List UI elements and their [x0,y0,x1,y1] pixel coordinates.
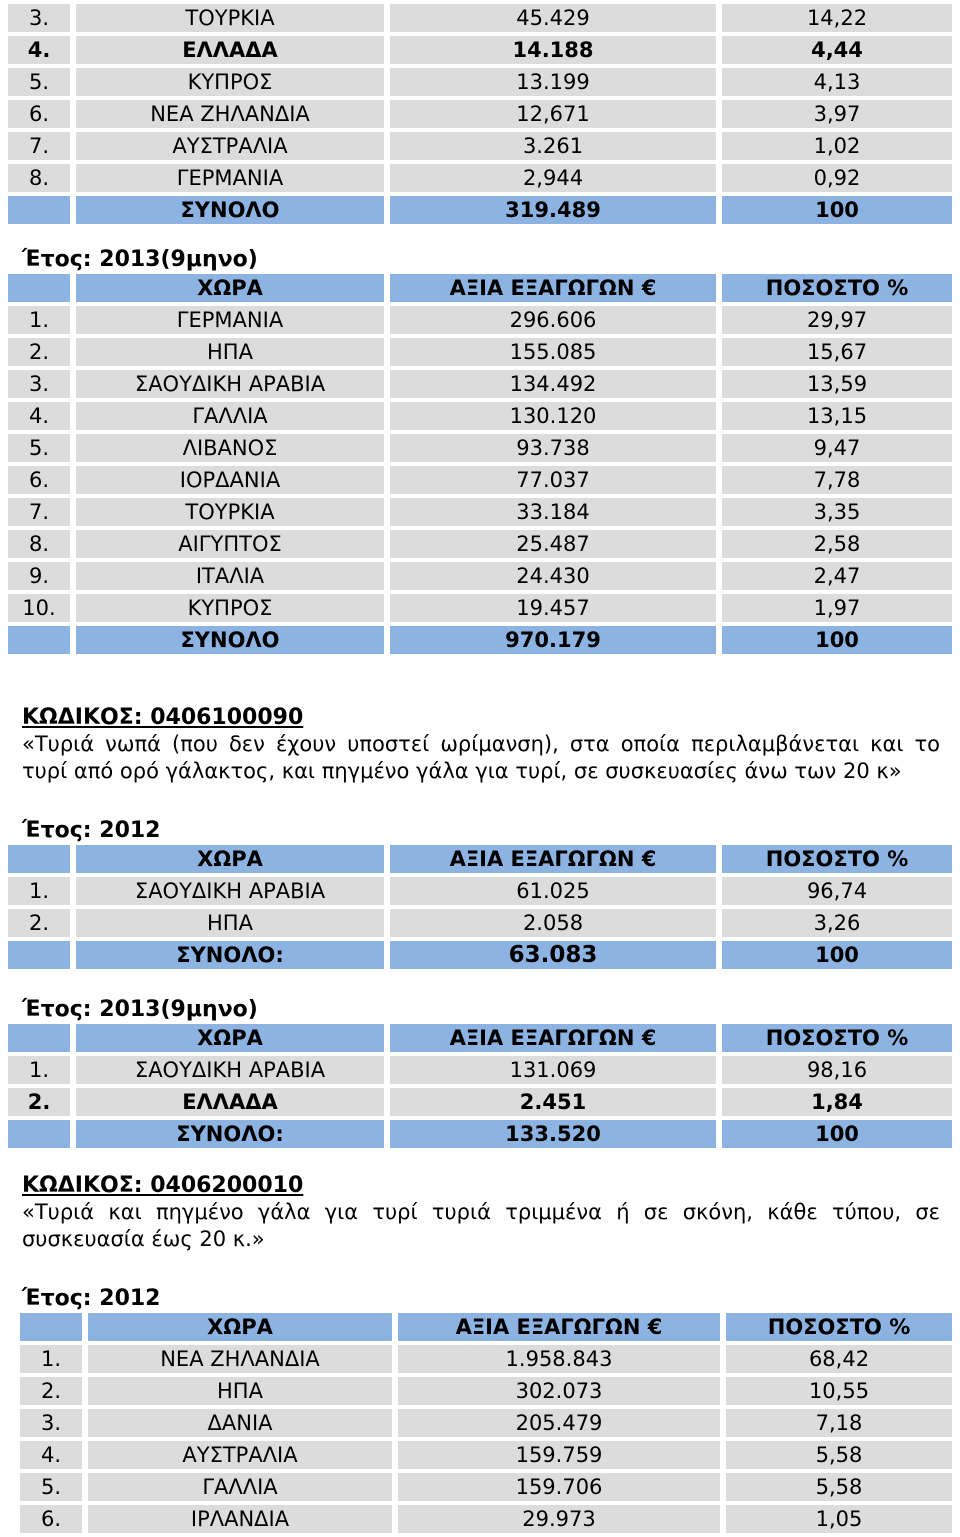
table-row [8,4,952,32]
total-row [8,941,952,969]
country-cell: ΙΤΑΛΙΑ [76,562,384,590]
percent-cell: 9,47 [722,434,952,462]
rank-cell: 4. [8,36,70,64]
rank-cell: 3. [20,1409,82,1437]
rank-cell: 9. [8,562,70,590]
rank-cell: 2. [8,909,70,937]
country-cell: ΣΑΟΥΔΙΚΗ ΑΡΑΒΙΑ [76,1056,384,1084]
rank-cell: 10. [8,594,70,622]
product-description: «Τυριά νωπά (που δεν έχουν υποστεί ωρίμανση), στα οποία περιλαμβάνεται και το τυρί από ορό γάλακτος, και πηγμένο γάλα για τυρί, σε συσκευασίες άνω των 20 κ» [22,732,940,783]
header-row [8,845,952,873]
percent-cell: 98,16 [722,1056,952,1084]
percent-cell: 3,26 [722,909,952,937]
value-cell: 24.430 [390,562,716,590]
value-cell: 155.085 [390,338,716,366]
percent-cell: 0,92 [722,164,952,192]
total-label: ΣΥΝΟΛΟ [76,626,384,654]
table-row [8,530,952,558]
total-row [8,196,952,224]
empty-cell [8,845,70,873]
table-row [8,498,952,526]
value-cell: 3.261 [390,132,716,160]
table-row [8,338,952,366]
value-cell: 29.973 [398,1505,720,1533]
percent-cell: 3,97 [722,100,952,128]
country-cell: ΙΡΛΑΝΔΙΑ [88,1505,392,1533]
country-cell: ΣΑΟΥΔΙΚΗ ΑΡΑΒΙΑ [76,370,384,398]
country-cell: ΓΑΛΛΙΑ [76,402,384,430]
percent-cell: 14,22 [722,4,952,32]
header-value: ΑΞΙΑ ΕΞΑΓΩΓΩΝ € [390,274,716,302]
header-country: ΧΩΡΑ [88,1313,392,1341]
table-row [8,1056,952,1084]
rank-cell: 3. [8,4,70,32]
value-cell: 130.120 [390,402,716,430]
header-value: ΑΞΙΑ ΕΞΑΓΩΓΩΝ € [390,1024,716,1052]
total-percent: 100 [722,1120,952,1148]
value-cell: 45.429 [390,4,716,32]
country-cell: ΙΟΡΔΑΝΙΑ [76,466,384,494]
empty-cell [8,1120,70,1148]
rank-cell: 3. [8,370,70,398]
value-cell: 2,944 [390,164,716,192]
total-label: ΣΥΝΟΛΟ: [76,1120,384,1148]
rank-cell: 6. [8,466,70,494]
rank-cell: 4. [8,402,70,430]
percent-cell: 3,35 [722,498,952,526]
rank-cell: 2. [20,1377,82,1405]
percent-cell: 2,58 [722,530,952,558]
country-cell: ΑΥΣΤΡΑΛΙΑ [88,1441,392,1469]
country-cell: ΗΠΑ [76,338,384,366]
value-cell: 93.738 [390,434,716,462]
table-row-highlight [8,1088,952,1116]
country-cell: ΝΕΑ ΖΗΛΑΝΔΙΑ [76,100,384,128]
percent-cell: 13,59 [722,370,952,398]
percent-cell: 1,02 [722,132,952,160]
percent-cell: 1,05 [726,1505,952,1533]
rank-cell: 1. [20,1345,82,1373]
table-row [20,1409,952,1437]
year-heading: Έτος: 2012 [22,818,161,843]
value-cell: 296.606 [390,306,716,334]
empty-cell [20,1313,82,1341]
table-row [8,164,952,192]
header-row [8,274,952,302]
percent-cell: 1,97 [722,594,952,622]
country-cell: ΝΕΑ ΖΗΛΑΝΔΙΑ [88,1345,392,1373]
value-cell: 19.457 [390,594,716,622]
rank-cell: 5. [8,68,70,96]
year-heading: Έτος: 2012 [22,1286,161,1311]
total-percent: 100 [722,626,952,654]
value-cell: 77.037 [390,466,716,494]
country-cell: ΕΛΛΑΔΑ [76,1088,384,1116]
percent-cell: 10,55 [726,1377,952,1405]
empty-cell [8,196,70,224]
table-row [8,909,952,937]
empty-cell [8,941,70,969]
table-code1-2013 [2,1020,958,1152]
total-percent: 100 [722,196,952,224]
rank-cell: 5. [20,1473,82,1501]
total-value: 63.083 [390,941,716,969]
value-cell: 131.069 [390,1056,716,1084]
value-cell: 12,671 [390,100,716,128]
value-cell: 33.184 [390,498,716,526]
rank-cell: 4. [20,1441,82,1469]
rank-cell: 6. [20,1505,82,1533]
percent-cell: 5,58 [726,1441,952,1469]
value-cell: 159.706 [398,1473,720,1501]
value-cell: 159.759 [398,1441,720,1469]
rank-cell: 1. [8,306,70,334]
rank-cell: 1. [8,1056,70,1084]
value-cell: 14.188 [390,36,716,64]
empty-cell [8,274,70,302]
header-country: ΧΩΡΑ [76,1024,384,1052]
value-cell: 302.073 [398,1377,720,1405]
table-row [20,1345,952,1373]
value-cell: 13.199 [390,68,716,96]
year-heading: Έτος: 2013(9μηνο) [22,247,258,272]
country-cell: ΓΕΡΜΑΝΙΑ [76,306,384,334]
table-row [8,132,952,160]
rank-cell: 7. [8,132,70,160]
header-country: ΧΩΡΑ [76,845,384,873]
header-value: ΑΞΙΑ ΕΞΑΓΩΓΩΝ € [390,845,716,873]
table-row [20,1441,952,1469]
percent-cell: 5,58 [726,1473,952,1501]
percent-cell: 13,15 [722,402,952,430]
total-value: 319.489 [390,196,716,224]
rank-cell: 2. [8,338,70,366]
percent-cell: 4,13 [722,68,952,96]
product-code-heading: ΚΩΔΙΚΟΣ: 0406100090 [22,705,304,730]
table-row [8,68,952,96]
total-value: 133.520 [390,1120,716,1148]
table-row [8,306,952,334]
table-row [8,466,952,494]
country-cell: ΗΠΑ [76,909,384,937]
table-row [8,370,952,398]
percent-cell: 29,97 [722,306,952,334]
table-row [8,402,952,430]
header-percent: ΠΟΣΟΣΤΟ % [726,1313,952,1341]
empty-cell [8,626,70,654]
value-cell: 2.451 [390,1088,716,1116]
year-heading: Έτος: 2013(9μηνο) [22,997,258,1022]
product-description: «Τυριά και πηγμένο γάλα για τυρί τυριά τριμμένα ή σε σκόνη, κάθε τύπου, σε συσκευασία έως 20 κ.» [22,1200,940,1251]
rank-cell: 2. [8,1088,70,1116]
header-percent: ΠΟΣΟΣΤΟ % [722,845,952,873]
percent-cell: 68,42 [726,1345,952,1373]
header-row [20,1313,952,1341]
country-cell: ΓΕΡΜΑΝΙΑ [76,164,384,192]
value-cell: 1.958.843 [398,1345,720,1373]
country-cell: ΔΑΝΙΑ [88,1409,392,1437]
value-cell: 205.479 [398,1409,720,1437]
table-row [20,1377,952,1405]
value-cell: 2.058 [390,909,716,937]
percent-cell: 96,74 [722,877,952,905]
header-percent: ΠΟΣΟΣΤΟ % [722,274,952,302]
percent-cell: 2,47 [722,562,952,590]
percent-cell: 7,18 [726,1409,952,1437]
total-value: 970.179 [390,626,716,654]
country-cell: ΗΠΑ [88,1377,392,1405]
header-country: ΧΩΡΑ [76,274,384,302]
country-cell: ΑΥΣΤΡΑΛΙΑ [76,132,384,160]
empty-cell [8,1024,70,1052]
product-code-heading: ΚΩΔΙΚΟΣ: 0406200010 [22,1173,304,1198]
table-2013 [2,270,958,658]
rank-cell: 1. [8,877,70,905]
country-cell: ΕΛΛΑΔΑ [76,36,384,64]
country-cell: ΑΙΓΥΠΤΟΣ [76,530,384,558]
header-value: ΑΞΙΑ ΕΞΑΓΩΓΩΝ € [398,1313,720,1341]
total-label: ΣΥΝΟΛΟ: [76,941,384,969]
percent-cell: 15,67 [722,338,952,366]
rank-cell: 8. [8,164,70,192]
total-row [8,1120,952,1148]
table-row [20,1505,952,1533]
country-cell: ΚΥΠΡΟΣ [76,68,384,96]
percent-cell: 1,84 [722,1088,952,1116]
table-row [8,594,952,622]
table-row [8,434,952,462]
table-row-highlight [8,36,952,64]
country-cell: ΚΥΠΡΟΣ [76,594,384,622]
rank-cell: 8. [8,530,70,558]
country-cell: ΣΑΟΥΔΙΚΗ ΑΡΑΒΙΑ [76,877,384,905]
value-cell: 25.487 [390,530,716,558]
country-cell: ΓΑΛΛΙΑ [88,1473,392,1501]
country-cell: ΛΙΒΑΝΟΣ [76,434,384,462]
value-cell: 134.492 [390,370,716,398]
country-cell: ΤΟΥΡΚΙΑ [76,4,384,32]
total-row [8,626,952,654]
percent-cell: 4,44 [722,36,952,64]
table-row [8,877,952,905]
rank-cell: 7. [8,498,70,526]
header-percent: ΠΟΣΟΣΤΟ % [722,1024,952,1052]
table-row [8,100,952,128]
rank-cell: 6. [8,100,70,128]
value-cell: 61.025 [390,877,716,905]
table-row [20,1473,952,1501]
table-code2-2012 [14,1309,958,1537]
header-row [8,1024,952,1052]
total-percent: 100 [722,941,952,969]
table-code1-2012 [2,841,958,973]
table-partial-2012 [2,0,958,228]
percent-cell: 7,78 [722,466,952,494]
country-cell: ΤΟΥΡΚΙΑ [76,498,384,526]
rank-cell: 5. [8,434,70,462]
total-label: ΣΥΝΟΛΟ [76,196,384,224]
table-row [8,562,952,590]
